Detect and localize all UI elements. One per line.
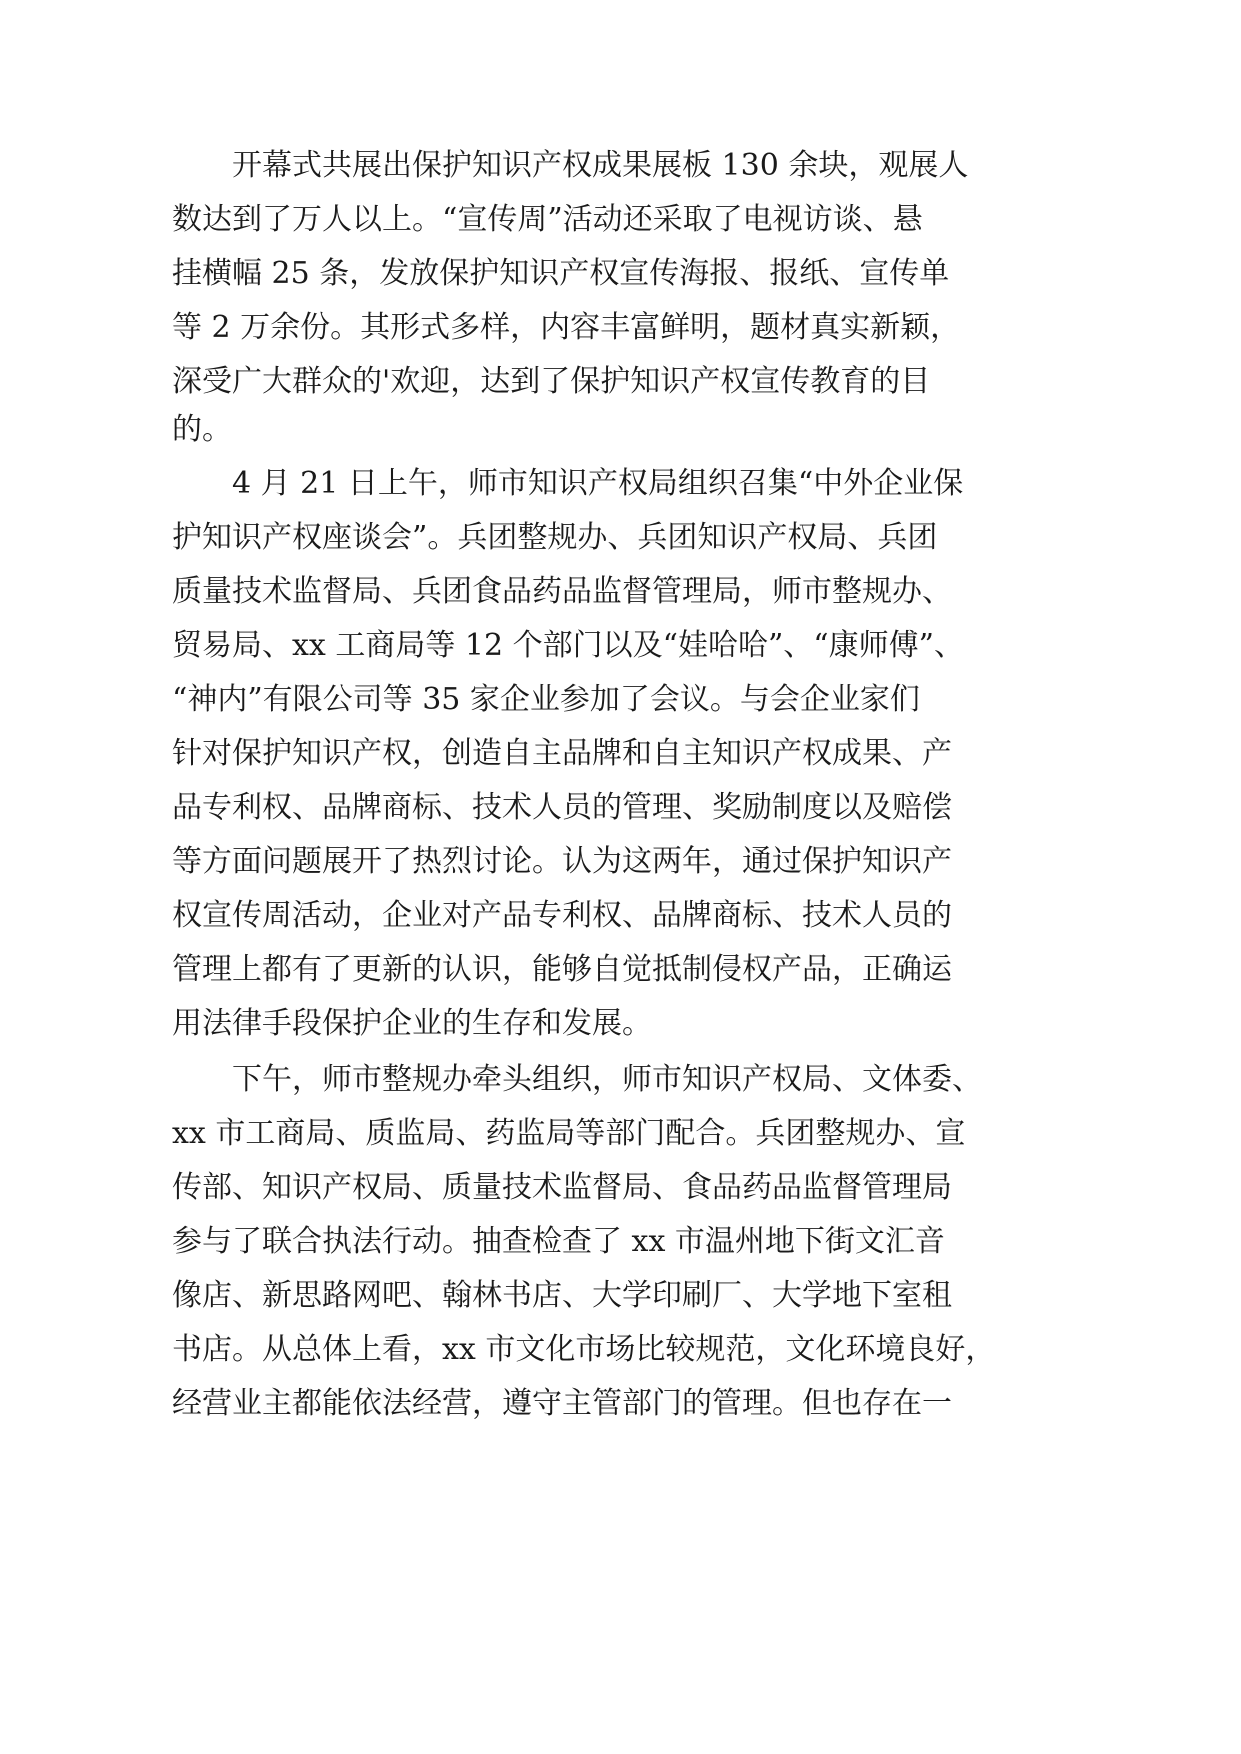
paragraph-2-line-10: 管理上都有了更新的认识，能够自觉抵制侵权产品，正确运 (172, 952, 952, 987)
paragraph-3-line-5: 像店、新思路网吧、翰林书店、大学印刷厂、大学地下室租 (172, 1278, 952, 1313)
paragraph-3-line-4: 参与了联合执法行动。抽查检查了 xx 市温州地下街文汇音 (172, 1224, 945, 1259)
paragraph-3-line-3: 传部、知识产权局、质量技术监督局、食品药品监督管理局 (172, 1170, 952, 1205)
paragraph-1-line-4: 等 2 万余份。其形式多样，内容丰富鲜明，题材真实新颖， (172, 310, 961, 345)
paragraph-2-line-2: 护知识产权座谈会”。兵团整规办、兵团知识产权局、兵团 (172, 520, 938, 555)
paragraph-1-line-6: 的。 (172, 412, 232, 447)
paragraph-1-line-5: 深受广大群众的'欢迎，达到了保护知识产权宣传教育的目 (172, 364, 931, 399)
paragraph-2-line-11: 用法律手段保护企业的生存和发展。 (172, 1006, 652, 1041)
paragraph-2-line-1: 4 月 21 日上午，师市知识产权局组织召集“中外企业保 (232, 466, 964, 501)
paragraph-3-line-2: xx 市工商局、质监局、药监局等部门配合。兵团整规办、宣 (172, 1116, 966, 1151)
paragraph-1-line-2: 数达到了万人以上。“宣传周”活动还采取了电视访谈、悬 (172, 202, 923, 237)
paragraph-3-line-1: 下午，师市整规办牵头组织，师市知识产权局、文体委、 (232, 1062, 982, 1097)
paragraph-1-line-1: 开幕式共展出保护知识产权成果展板 130 余块，观展人 (232, 148, 969, 183)
paragraph-3-line-6: 书店。从总体上看，xx 市文化市场比较规范，文化环境良好， (172, 1332, 996, 1367)
paragraph-3-line-7: 经营业主都能依法经营，遵守主管部门的管理。但也存在一 (172, 1386, 952, 1421)
paragraph-2-line-4: 贸易局、xx 工商局等 12 个部门以及“娃哈哈”、“康师傅”、 (172, 628, 964, 663)
paragraph-2-line-9: 权宣传周活动，企业对产品专利权、品牌商标、技术人员的 (172, 898, 952, 933)
paragraph-2-line-8: 等方面问题展开了热烈讨论。认为这两年，通过保护知识产 (172, 844, 952, 879)
paragraph-1-line-3: 挂横幅 25 条，发放保护知识产权宣传海报、报纸、宣传单 (172, 256, 950, 291)
paragraph-2-line-5: “神内”有限公司等 35 家企业参加了会议。与会企业家们 (172, 682, 920, 717)
paragraph-2-line-3: 质量技术监督局、兵团食品药品监督管理局，师市整规办、 (172, 574, 952, 609)
paragraph-2-line-6: 针对保护知识产权，创造自主品牌和自主知识产权成果、产 (172, 736, 952, 771)
paragraph-2-line-7: 品专利权、品牌商标、技术人员的管理、奖励制度以及赔偿 (172, 790, 952, 825)
